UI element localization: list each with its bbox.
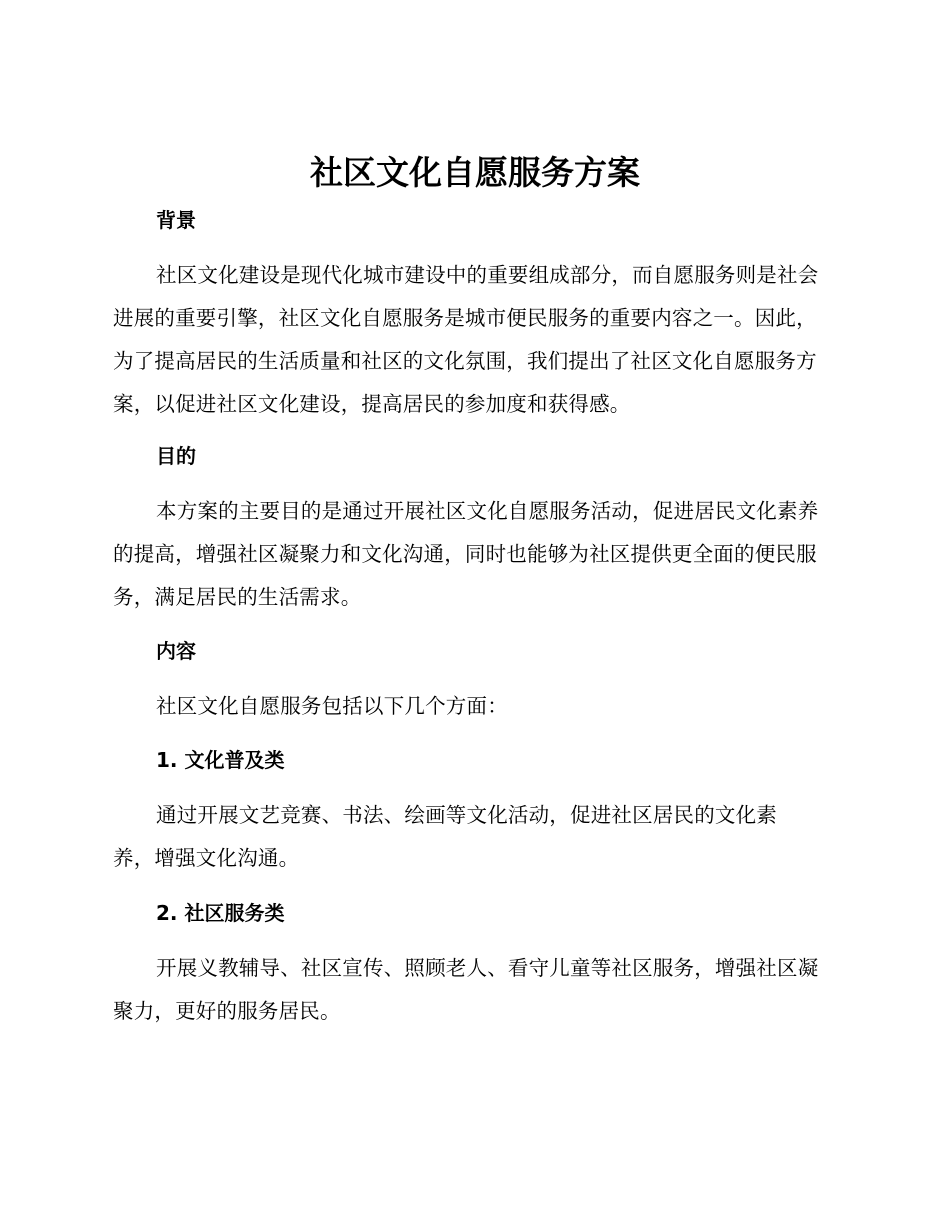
section-heading-community-service: 2. 社区服务类 xyxy=(156,901,285,925)
section-paragraph-purpose: 本方案的主要目的是通过开展社区文化自愿服务活动，促进居民文化素养的提高，增强社区凝聚力和文化沟通，同时也能够为社区提供更全面的便民服务，满足居民的生活需求。 xyxy=(113,499,819,609)
section-paragraph-community-service: 开展义教辅导、社区宣传、照顾老人、看守儿童等社区服务，增强社区凝聚力，更好的服务居民。 xyxy=(113,956,819,1023)
section-heading-culture: 1. 文化普及类 xyxy=(156,748,285,772)
section-paragraph-culture: 通过开展文艺竞赛、书法、绘画等文化活动，促进社区居民的文化素养，增强文化沟通。 xyxy=(113,803,777,870)
section-paragraph-content: 社区文化自愿服务包括以下几个方面： xyxy=(156,694,508,718)
section-heading-purpose: 目的 xyxy=(156,444,196,468)
document-title: 社区文化自愿服务方案 xyxy=(310,153,640,192)
section-heading-background: 背景 xyxy=(156,208,196,232)
section-heading-content: 内容 xyxy=(156,639,196,663)
section-paragraph-background: 社区文化建设是现代化城市建设中的重要组成部分，而自愿服务则是社会进展的重要引擎，社区文化自愿服务是城市便民服务的重要内容之一。因此，为了提高居民的生活质量和社区的文化氛围，我们提出了社区文化自愿服务方案，以促进社区文化建设，提高居民的参加度和获得感。 xyxy=(113,263,819,416)
